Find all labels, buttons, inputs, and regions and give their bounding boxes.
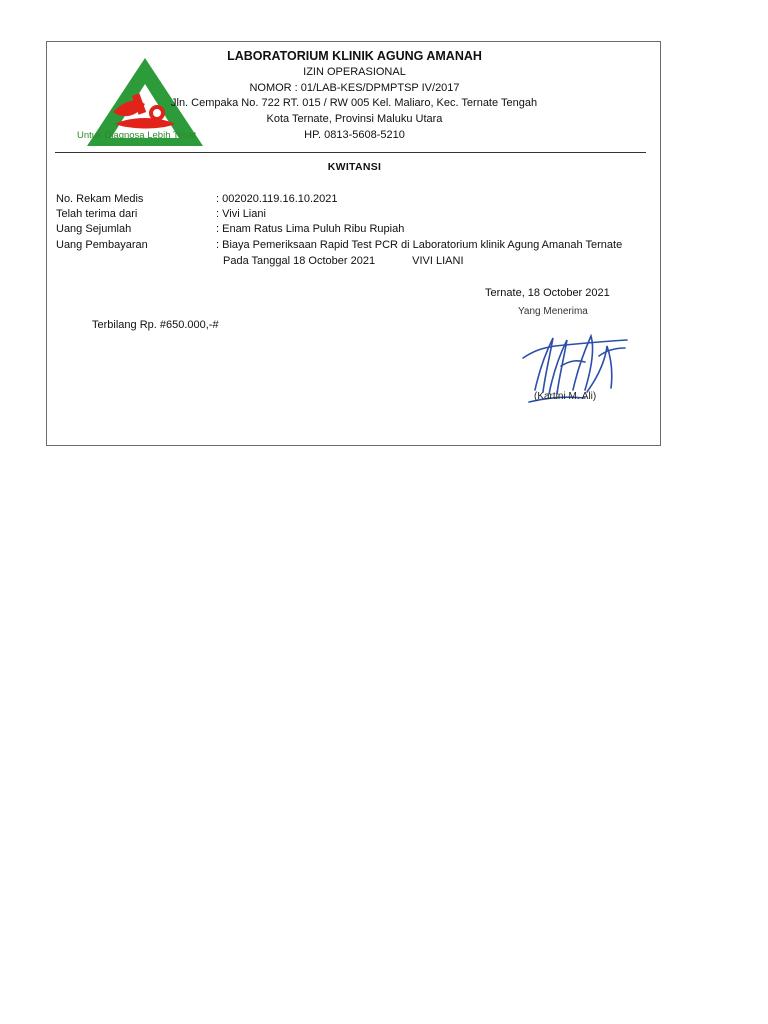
lab-tagline: Untuk Diagnosa Lebih Tepat bbox=[77, 130, 197, 141]
lab-name: LABORATORIUM KLINIK AGUNG AMANAH bbox=[227, 49, 482, 63]
license-number: NOMOR : 01/LAB-KES/DPMPTSP IV/2017 bbox=[249, 82, 460, 94]
field-value: : Biaya Pemeriksaan Rapid Test PCR di Laboratorium klinik Agung Amanah Ternate bbox=[216, 239, 623, 251]
receipt-document bbox=[46, 41, 661, 446]
receiver-label: Yang Menerima bbox=[518, 306, 588, 317]
field-label: No. Rekam Medis bbox=[56, 193, 144, 205]
field-value: : Vivi Liani bbox=[216, 208, 266, 220]
lab-phone: HP. 0813-5608-5210 bbox=[304, 129, 405, 141]
amount-total: Terbilang Rp. #650.000,-# bbox=[92, 319, 219, 331]
field-label: Uang Pembayaran bbox=[56, 239, 148, 251]
lab-address: Jln. Cempaka No. 722 RT. 015 / RW 005 Kel. Maliaro, Kec. Ternate Tengah bbox=[171, 97, 538, 109]
field-value: : 002020.119.16.10.2021 bbox=[216, 193, 338, 205]
place-date: Ternate, 18 October 2021 bbox=[485, 287, 610, 299]
lab-city-province: Kota Ternate, Provinsi Maluku Utara bbox=[266, 113, 443, 125]
field-label: Telah terima dari bbox=[56, 208, 138, 220]
header-divider bbox=[55, 152, 646, 153]
license-label: IZIN OPERASIONAL bbox=[303, 66, 406, 78]
document-title: KWITANSI bbox=[327, 161, 382, 173]
payment-date-line bbox=[223, 255, 464, 267]
receiver-name: (Kartini M. Ali) bbox=[534, 391, 597, 402]
field-label: Uang Sejumlah bbox=[56, 223, 132, 235]
field-value: : Enam Ratus Lima Puluh Ribu Rupiah bbox=[216, 223, 405, 235]
payment-date: Pada Tanggal 18 October 2021 bbox=[223, 255, 376, 267]
patient-name: VIVI LIANI bbox=[412, 255, 464, 267]
